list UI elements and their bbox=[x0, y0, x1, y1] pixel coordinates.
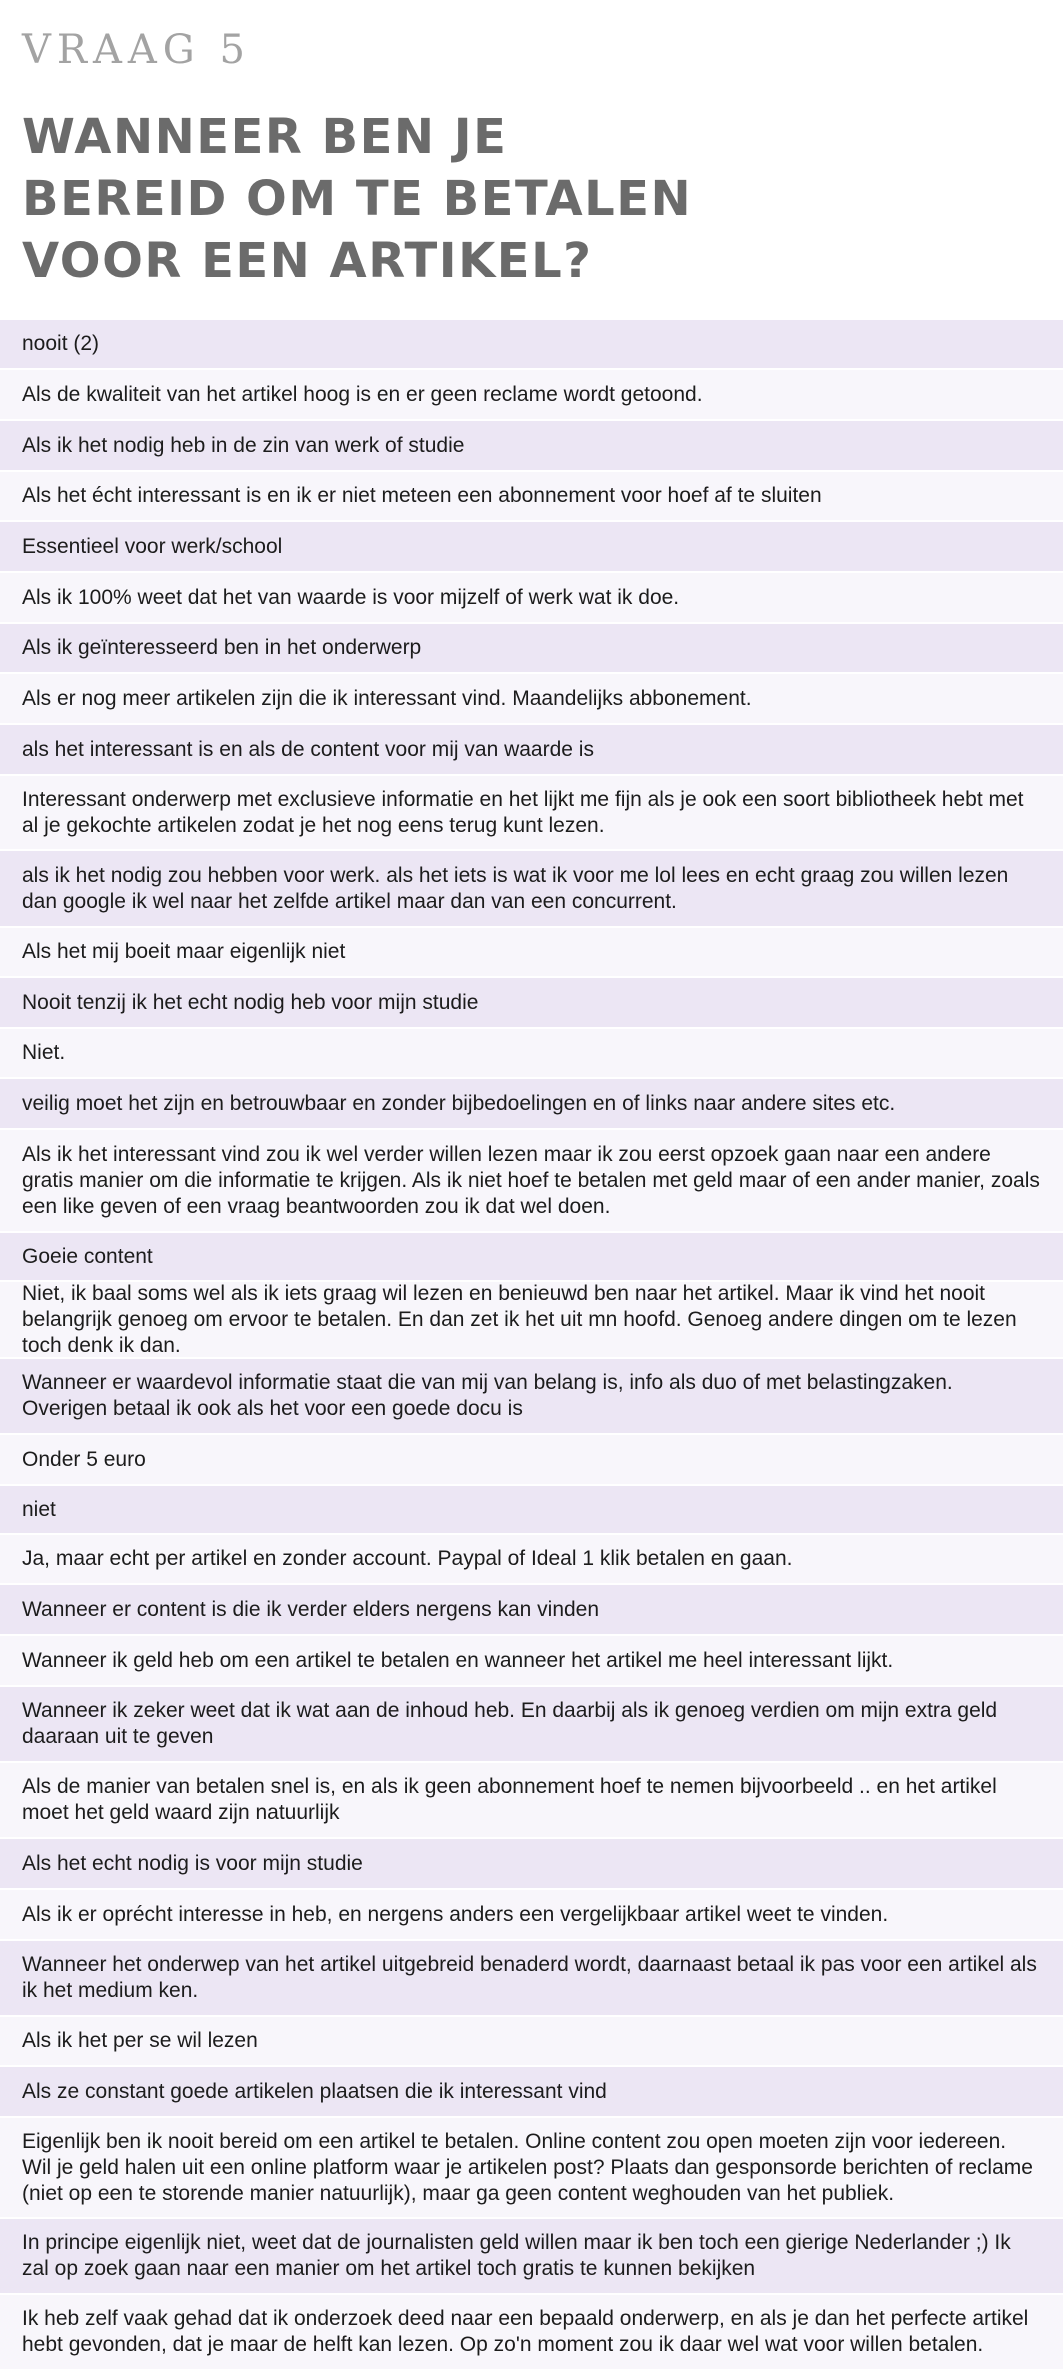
answer-row bbox=[0, 851, 1063, 928]
answer-row bbox=[0, 2118, 1063, 2219]
answer-text: als het interessant is en als de content voor mij van waarde is bbox=[22, 737, 594, 761]
answer-text: Ja, maar echt per artikel en zonder account. Paypal of Ideal 1 klik betalen en gaan. bbox=[22, 1547, 793, 1570]
answer-row bbox=[0, 1359, 1063, 1435]
answer-text: Ik heb zelf vaak gehad dat ik onderzoek deed naar een bepaald onderwerp, en als je dan het perfecte artikel hebt gevonden, dat je maar de helft kan lezen. Op zo'n moment zou ik daar wel wat voor willen betalen. bbox=[22, 2307, 1029, 2356]
answer-text: Als ik het per se wil lezen bbox=[22, 2029, 258, 2052]
answer-row bbox=[0, 370, 1063, 421]
answer-text: In principe eigenlijk niet, weet dat de journalisten geld willen maar ik ben toch een gierige Nederlander ;) Ik zal op zoek gaan naar een manier om het artikel toch gratis te kunnen bekijken bbox=[22, 2231, 1011, 2280]
answer-row bbox=[0, 2067, 1063, 2118]
answer-row bbox=[0, 1029, 1063, 1079]
answer-row bbox=[0, 1079, 1063, 1130]
answer-row bbox=[0, 573, 1063, 624]
answer-text: niet bbox=[22, 1497, 56, 1521]
answer-text: Essentieel voor werk/school bbox=[22, 534, 283, 558]
answer-row bbox=[0, 928, 1063, 978]
answer-row bbox=[0, 2017, 1063, 2067]
answer-row bbox=[0, 1486, 1063, 1535]
answer-text: Als ik er oprécht interesse in heb, en nergens anders een vergelijkbaar artikel weet te vinden. bbox=[22, 1902, 889, 1926]
answer-row bbox=[0, 776, 1063, 851]
answer-text: Niet, ik baal soms wel als ik iets graag wil lezen en benieuwd ben naar het artikel. Maar ik vind het nooit belangrijk genoeg om ervoor te betalen. En dan zet ik het uit mn hoofd. Genoeg andere dingen om te lezen toch denk ik dan. bbox=[22, 1282, 1017, 1357]
answer-text: Als de manier van betalen snel is, en als ik geen abonnement hoef te nemen bijvoorbeeld .. en het artikel moet het geld waard zijn natuurlijk bbox=[22, 1775, 997, 1824]
answer-text: Wanneer het onderwep van het artikel uitgebreid benaderd wordt, daarnaast betaal ik pas voor een artikel als ik het medium ken. bbox=[22, 1953, 1037, 2002]
answer-row bbox=[0, 2219, 1063, 2295]
answer-row bbox=[0, 1233, 1063, 1282]
answer-text: Interessant onderwerp met exclusieve informatie en het lijkt me fijn als je ook een soort bibliotheek hebt met al je gekochte artikelen zodat je het nog eens terug kunt lezen. bbox=[22, 787, 1024, 837]
answer-row bbox=[0, 320, 1063, 370]
answer-text: Als ze constant goede artikelen plaatsen die ik interessant vind bbox=[22, 2079, 607, 2103]
question-title: WANNEER BEN JE BEREID OM TE BETALEN VOOR EEN ARTIKEL? bbox=[22, 109, 693, 289]
answer-text: Als het mij boeit maar eigenlijk niet bbox=[22, 940, 346, 963]
answer-row bbox=[0, 1839, 1063, 1890]
answer-row bbox=[0, 725, 1063, 776]
answer-text: Wanneer ik zeker weet dat ik wat aan de inhoud heb. En daarbij als ik genoeg verdien om mijn extra geld daaraan uit te geven bbox=[22, 1699, 998, 1748]
answer-text: Als ik het nodig heb in de zin van werk of studie bbox=[22, 433, 465, 457]
answer-text: Als het écht interessant is en ik er niet meteen een abonnement voor hoef af te sluiten bbox=[22, 484, 822, 507]
answer-text: veilig moet het zijn en betrouwbaar en zonder bijbedoelingen en of links naar andere sites etc. bbox=[22, 1091, 896, 1115]
answer-text: Als ik het interessant vind zou ik wel verder willen lezen maar ik zou eerst opzoek gaan naar een andere gratis manier om die informatie te krijgen. Als ik niet hoef te betalen met geld maar of een ander manier, zoals een like geven of een vraag beantwoorden zou ik dat wel doen. bbox=[22, 1142, 1040, 1218]
answer-text: Nooit tenzij ik het echt nodig heb voor mijn studie bbox=[22, 990, 479, 1014]
answer-text: Wanneer ik geld heb om een artikel te betalen en wanneer het artikel me heel interessant lijkt. bbox=[22, 1648, 894, 1672]
answer-text: Niet. bbox=[22, 1041, 66, 1064]
answer-text: Eigenlijk ben ik nooit bereid om een artikel te betalen. Online content zou open moeten zijn voor iedereen. Wil je geld halen uit een online platform waar je artikelen post? Plaats dan gesponsorde berichten of reclame (niet op een te storende manier natuurlijk), maar ga geen content weghouden van het publiek. bbox=[22, 2129, 1033, 2205]
answer-row bbox=[0, 978, 1063, 1029]
answer-row bbox=[0, 421, 1063, 472]
answer-text: Als ik geïnteresseerd ben in het onderwerp bbox=[22, 636, 422, 659]
answer-row bbox=[0, 1636, 1063, 1687]
answer-text: Wanneer er waardevol informatie staat die van mij van belang is, info als duo of met belastingzaken. Overigen betaal ik ook als het voor een goede docu is bbox=[22, 1371, 953, 1420]
answer-row bbox=[0, 472, 1063, 522]
answer-row bbox=[0, 624, 1063, 674]
answer-row bbox=[0, 1585, 1063, 1636]
answer-text: Als ik 100% weet dat het van waarde is voor mijzelf of werk wat ik doe. bbox=[22, 585, 680, 609]
answer-row bbox=[0, 1282, 1063, 1359]
answer-row bbox=[0, 1687, 1063, 1763]
answer-row bbox=[0, 1941, 1063, 2017]
answer-row bbox=[0, 1435, 1063, 1486]
answer-row bbox=[0, 674, 1063, 725]
answer-text: Wanneer er content is die ik verder elders nergens kan vinden bbox=[22, 1597, 600, 1621]
answer-row bbox=[0, 1763, 1063, 1839]
answer-row bbox=[0, 1890, 1063, 1941]
answer-row bbox=[0, 522, 1063, 573]
answer-row bbox=[0, 2295, 1063, 2371]
answer-text: Als het echt nodig is voor mijn studie bbox=[22, 1851, 363, 1875]
question-header bbox=[0, 0, 1063, 318]
answer-text: Goeie content bbox=[22, 1244, 153, 1268]
answer-text: als ik het nodig zou hebben voor werk. als het iets is wat ik voor me lol lees en echt graag zou willen lezen dan google ik wel naar het zelfde artikel maar dan van een concurrent. bbox=[22, 863, 1009, 913]
answer-list bbox=[0, 320, 1063, 2371]
answer-text: Als er nog meer artikelen zijn die ik interessant vind. Maandelijks abbonement. bbox=[22, 686, 752, 710]
answer-row bbox=[0, 1130, 1063, 1233]
answer-text: Als de kwaliteit van het artikel hoog is en er geen reclame wordt getoond. bbox=[22, 382, 703, 406]
answer-text: nooit (2) bbox=[22, 332, 100, 355]
answer-text: Onder 5 euro bbox=[22, 1447, 146, 1471]
question-number-label: VRAAG 5 bbox=[22, 27, 251, 73]
answer-row bbox=[0, 1535, 1063, 1585]
